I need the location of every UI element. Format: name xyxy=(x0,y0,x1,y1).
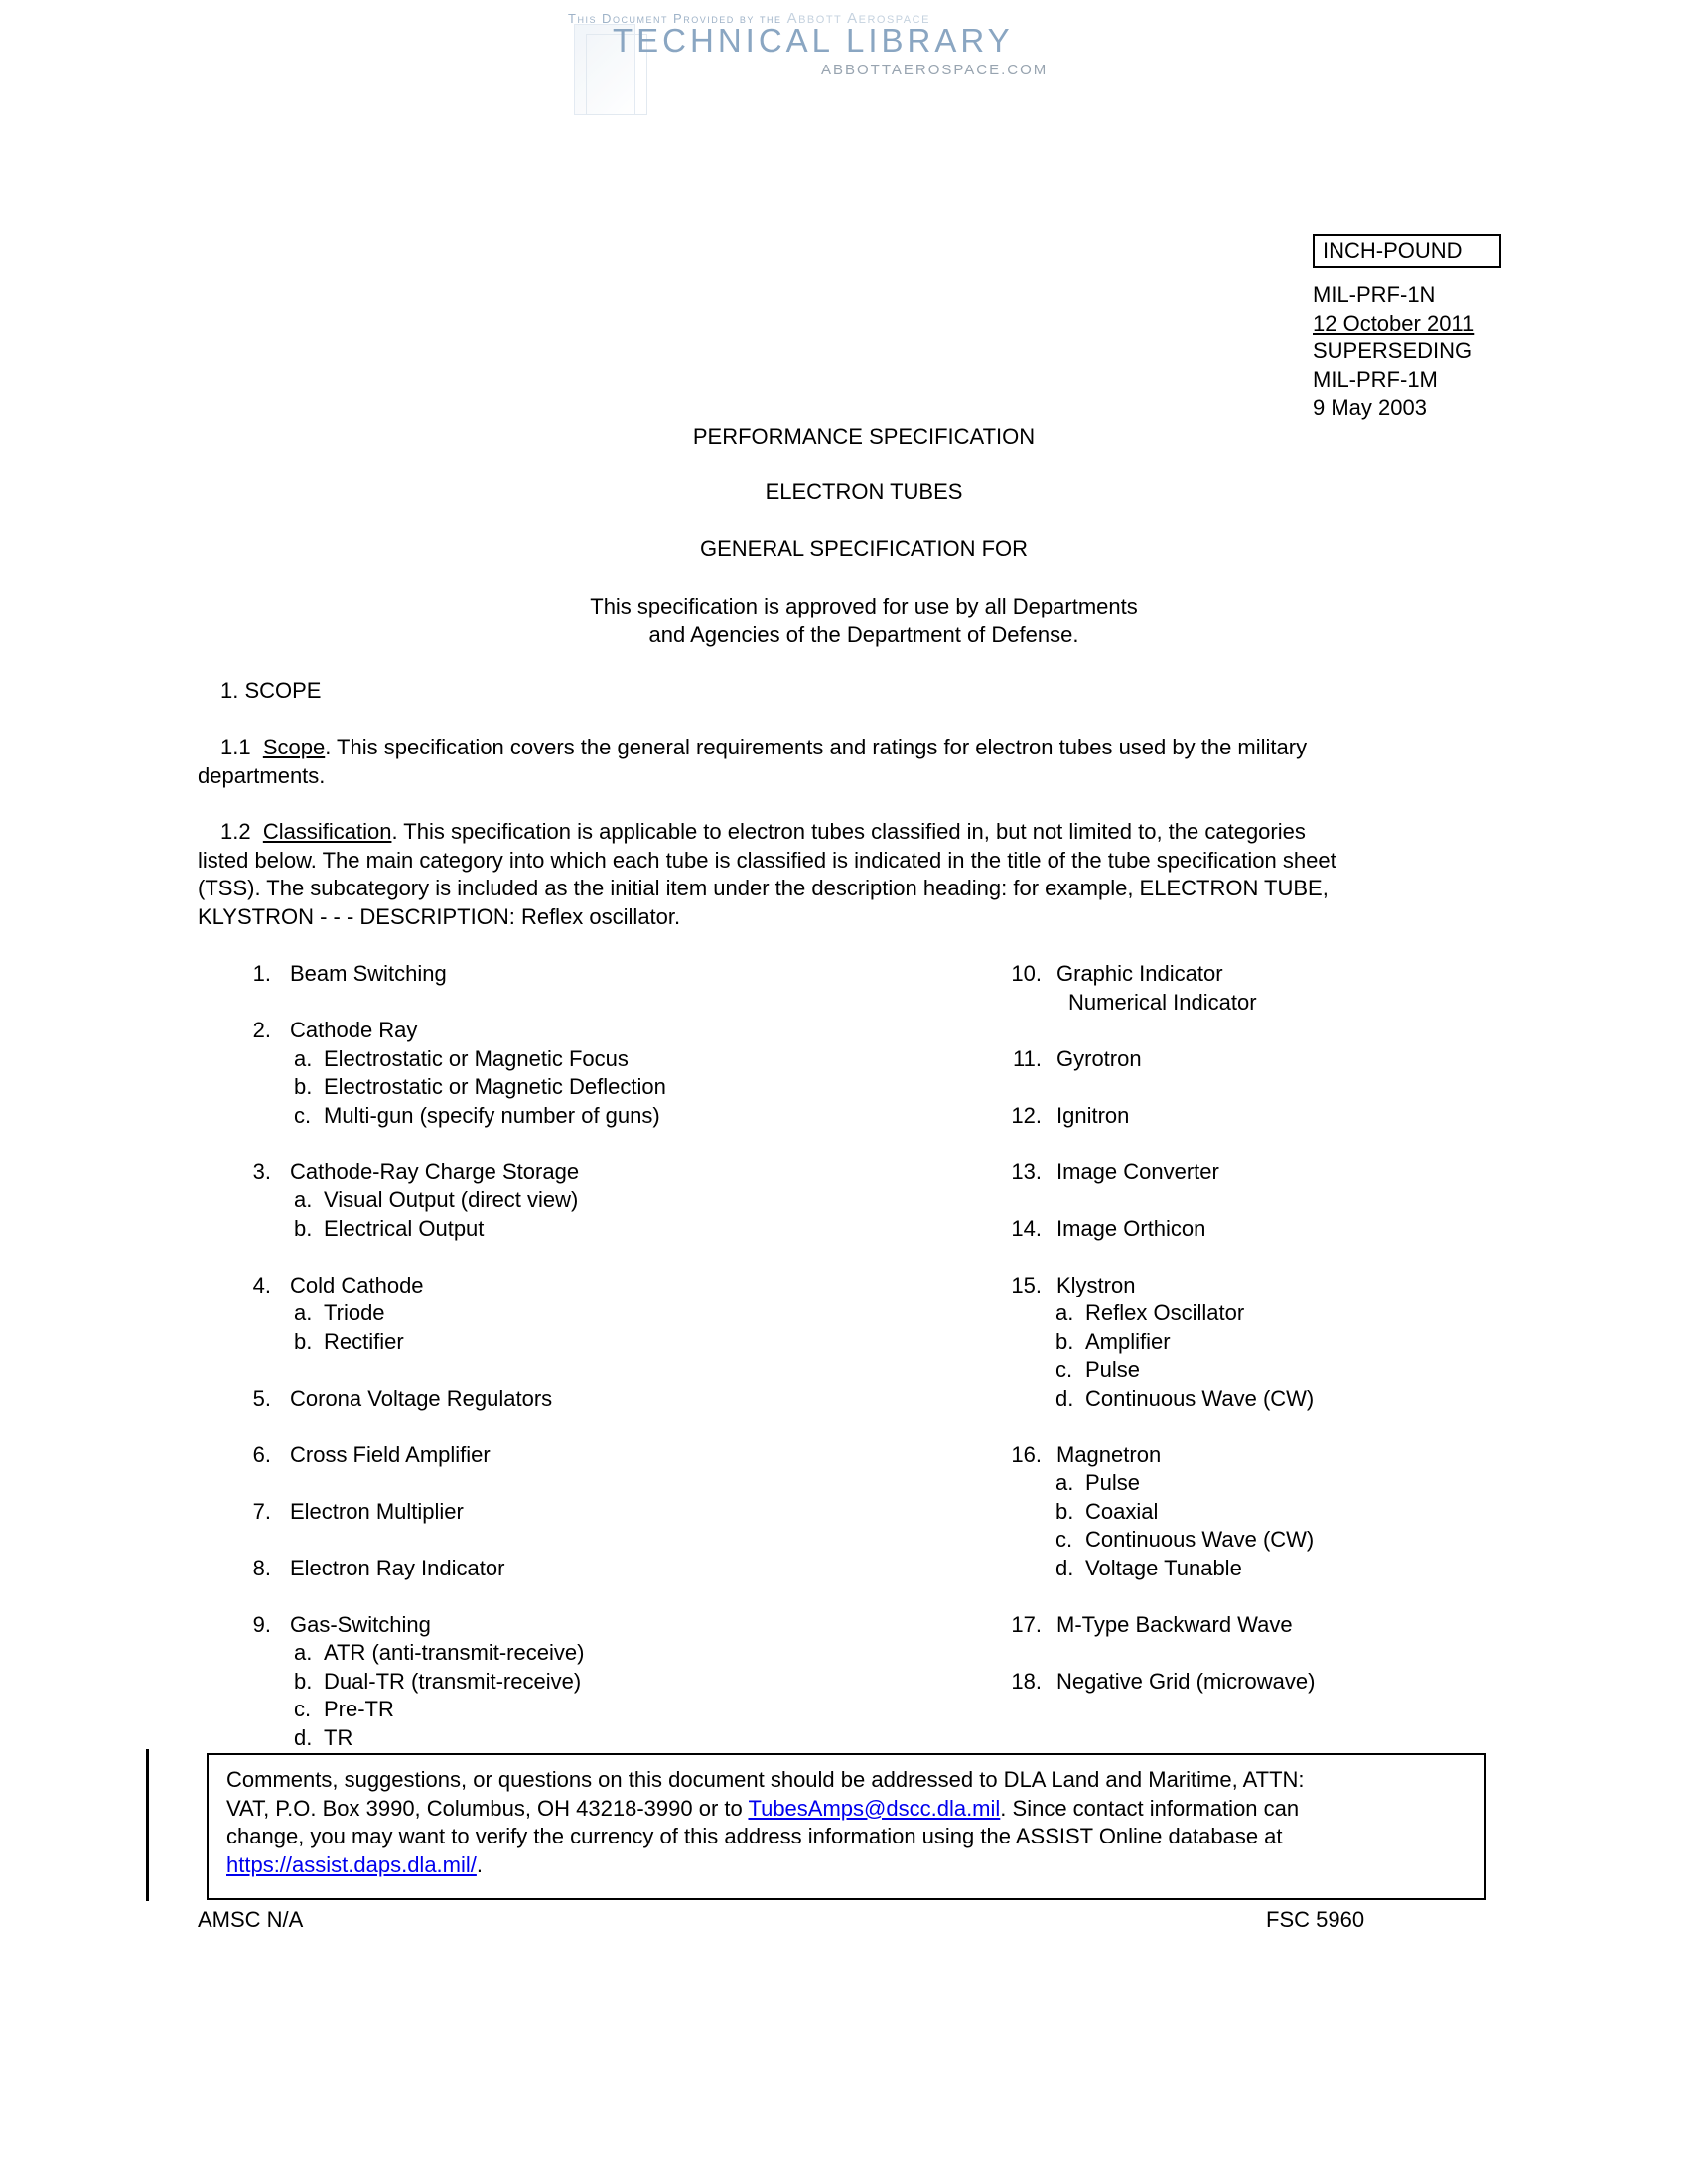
subcategory-item xyxy=(998,1555,1315,1583)
subcategory-label: Triode xyxy=(324,1300,385,1325)
category-label: Cathode-Ray Charge Storage xyxy=(290,1159,580,1184)
subcategory-item xyxy=(228,1215,666,1244)
subcategory-letter: a. xyxy=(294,1045,313,1071)
superseded-id: MIL-PRF-1M xyxy=(1313,366,1438,392)
subcategory-letter: c. xyxy=(1055,1357,1073,1382)
subcategory-label: Pulse xyxy=(1085,1470,1141,1495)
subcategory-item xyxy=(998,1498,1315,1527)
subcategory-item xyxy=(228,1299,666,1328)
category-label: Gas-Switching xyxy=(290,1611,431,1637)
subcategory-letter: d. xyxy=(294,1724,313,1750)
subcategory-label: Dual-TR (transmit-receive) xyxy=(324,1668,582,1694)
category-number: 4. xyxy=(252,1272,271,1297)
subcategory-letter: a. xyxy=(294,1187,313,1212)
subcategory-item xyxy=(228,1696,666,1724)
scope-heading: Scope xyxy=(262,735,326,759)
subcategory-label: Visual Output (direct view) xyxy=(324,1187,579,1212)
comments-box: Comments, suggestions, or questions on this document should be addressed to DLA Land and Maritime, ATTN: VAT, P.O. Box 3990, Columbus, OH 43218-3990 or to TubesAmps@dscc.dla.mil. Since contact information can change, you may want to verify the currency of this address information using the ASSIST Online database at https://assist.daps.dla.mil/. xyxy=(207,1753,1486,1900)
category-item xyxy=(998,1611,1315,1640)
subcategory-item xyxy=(998,1299,1315,1328)
subcategory-item xyxy=(228,1102,666,1131)
category-item xyxy=(228,1441,666,1470)
document-identifier-block xyxy=(1313,281,1474,423)
watermark-url: ABBOTTAEROSPACE.COM xyxy=(821,62,1049,78)
category-list-left xyxy=(228,960,666,1781)
approval-statement-line1: This specification is approved for use by all Departments xyxy=(590,594,1138,618)
email-link[interactable]: TubesAmps@dscc.dla.mil xyxy=(748,1795,1001,1821)
assist-url-link[interactable]: https://assist.daps.dla.mil/ xyxy=(226,1851,477,1877)
subcategory-item xyxy=(228,1724,666,1753)
subcategory-item xyxy=(998,1385,1315,1414)
subcategory-label: Rectifier xyxy=(324,1328,404,1354)
category-item xyxy=(228,1555,666,1583)
paragraph-1-1: 1.1 Scope. This specification covers the general requirements and ratings for electron tubes used by the military departments. xyxy=(198,735,1308,788)
subcategory-item xyxy=(998,1526,1315,1555)
subcategory-item xyxy=(998,1328,1315,1357)
subcategory-label: Electrical Output xyxy=(324,1215,485,1241)
category-number: 9. xyxy=(252,1611,271,1637)
category-item xyxy=(228,960,666,989)
category-item xyxy=(998,1159,1315,1187)
amsc-label: AMSC N/A xyxy=(198,1907,304,1932)
subcategory-item xyxy=(228,1186,666,1215)
category-label: Corona Voltage Regulators xyxy=(290,1385,553,1411)
change-bar xyxy=(146,1749,149,1901)
subcategory-label: Pulse xyxy=(1085,1357,1141,1382)
category-item xyxy=(998,960,1315,1017)
subcategory-letter: d. xyxy=(1055,1555,1074,1580)
subcategory-label: Electrostatic or Magnetic Deflection xyxy=(324,1074,666,1099)
subcategory-label: Continuous Wave (CW) xyxy=(1085,1385,1315,1411)
category-item xyxy=(998,1272,1315,1414)
category-label: Beam Switching xyxy=(290,961,447,986)
category-label: Cold Cathode xyxy=(290,1272,424,1297)
category-number: 8. xyxy=(252,1555,271,1580)
category-item xyxy=(228,1017,666,1130)
category-number: 5. xyxy=(252,1385,271,1411)
subcategory-letter: b. xyxy=(1055,1328,1074,1354)
subcategory-label: Pre-TR xyxy=(324,1697,394,1721)
subcategory-letter: b. xyxy=(294,1215,313,1241)
category-number: 11. xyxy=(1013,1045,1042,1071)
category-label: Image Converter xyxy=(1056,1159,1219,1184)
category-number: 2. xyxy=(252,1018,271,1042)
subcategory-label: Multi-gun (specify number of guns) xyxy=(324,1102,660,1128)
subcategory-letter: c. xyxy=(1055,1527,1073,1552)
fsc-label: FSC 5960 xyxy=(1266,1907,1365,1932)
title-electron-tubes: ELECTRON TUBES xyxy=(765,479,963,504)
category-item xyxy=(998,1102,1315,1131)
subcategory-letter: a. xyxy=(294,1640,313,1665)
category-label: Klystron xyxy=(1056,1272,1136,1297)
category-label: Graphic Indicator xyxy=(1056,961,1223,986)
subcategory-item xyxy=(998,1356,1315,1385)
category-label: Gyrotron xyxy=(1056,1045,1142,1071)
subcategory-letter: c. xyxy=(294,1697,312,1721)
category-label: Cathode Ray xyxy=(290,1018,418,1042)
subcategory-item xyxy=(228,1668,666,1697)
subcategory-letter: c. xyxy=(294,1102,312,1128)
subcategory-label: Coaxial xyxy=(1085,1498,1159,1524)
subcategory-label: Amplifier xyxy=(1085,1328,1171,1354)
category-number: 12. xyxy=(1011,1102,1042,1128)
subcategory-label: TR xyxy=(324,1724,353,1750)
subcategory-letter: b. xyxy=(294,1668,313,1694)
category-item xyxy=(228,1611,666,1753)
subcategory-letter: b. xyxy=(1055,1498,1074,1524)
category-number: 3. xyxy=(252,1159,271,1184)
category-item xyxy=(998,1045,1315,1074)
subcategory-label: Electrostatic or Magnetic Focus xyxy=(324,1045,629,1071)
abbott-watermark-logo xyxy=(568,4,1084,113)
subcategory-label: Continuous Wave (CW) xyxy=(1085,1527,1315,1552)
title-performance-specification: PERFORMANCE SPECIFICATION xyxy=(692,424,1036,449)
category-item xyxy=(998,1441,1315,1583)
subcategory-label: Voltage Tunable xyxy=(1085,1555,1242,1580)
subcategory-letter: b. xyxy=(294,1074,313,1099)
category-item xyxy=(998,1215,1315,1244)
category-number: 16. xyxy=(1011,1441,1042,1467)
watermark-provided-by: This Document Provided by the Abbott Aerospace xyxy=(568,10,930,27)
title-general-specification: GENERAL SPECIFICATION FOR xyxy=(699,536,1029,561)
subcategory-label: ATR (anti-transmit-receive) xyxy=(324,1640,585,1665)
category-number: 7. xyxy=(252,1498,271,1524)
subcategory-item xyxy=(228,1073,666,1102)
category-number: 10. xyxy=(1011,961,1042,986)
category-number: 17. xyxy=(1011,1611,1042,1637)
category-label: Negative Grid (microwave) xyxy=(1056,1668,1316,1694)
category-label: Electron Ray Indicator xyxy=(290,1555,505,1580)
subcategory-letter: a. xyxy=(294,1300,313,1325)
subcategory-letter: b. xyxy=(294,1328,313,1354)
doc-id: MIL-PRF-1N xyxy=(1313,282,1436,307)
category-item xyxy=(228,1159,666,1244)
subcategory-item xyxy=(228,1045,666,1074)
category-label: Image Orthicon xyxy=(1056,1215,1206,1241)
subcategory-item xyxy=(998,1469,1315,1498)
subcategory-letter: a. xyxy=(1055,1300,1074,1325)
paragraph-1-2: 1.2 Classification. This specification is applicable to electron tubes classified in, but not limited to, the categories listed below. The main category into which each tube is classified is indicated in the title of the tube specification sheet (TSS). The subcategory is included as the initial item under the description heading: for example, ELECTRON TUBE, KLYSTRON - - - DESCRIPTION: Reflex oscillator. xyxy=(198,819,1336,929)
category-label: Magnetron xyxy=(1056,1441,1162,1467)
category-label: M-Type Backward Wave xyxy=(1056,1611,1293,1637)
section-scope-heading: 1. SCOPE xyxy=(220,678,322,703)
superseded-date: 9 May 2003 xyxy=(1313,395,1427,420)
watermark-title: TECHNICAL LIBRARY xyxy=(613,22,1014,59)
category-item xyxy=(998,1668,1315,1697)
approval-statement-line2: and Agencies of the Department of Defense. xyxy=(648,622,1079,647)
category-label: Cross Field Amplifier xyxy=(290,1441,491,1467)
superseding-label: SUPERSEDING xyxy=(1313,339,1473,363)
inch-pound-box: INCH-POUND xyxy=(1313,234,1501,268)
category-item xyxy=(228,1385,666,1414)
category-number: 6. xyxy=(252,1441,271,1467)
category-label: Ignitron xyxy=(1056,1102,1130,1128)
category-item xyxy=(228,1272,666,1357)
category-number: 14. xyxy=(1011,1215,1042,1241)
doc-date: 12 October 2011 xyxy=(1313,310,1475,336)
category-item xyxy=(228,1498,666,1527)
classification-heading: Classification xyxy=(262,819,392,844)
subcategory-item xyxy=(228,1328,666,1357)
category-label: Electron Multiplier xyxy=(290,1498,464,1524)
category-number: 18. xyxy=(1011,1668,1042,1694)
subcategory-letter: d. xyxy=(1055,1385,1074,1411)
subcategory-item xyxy=(228,1639,666,1668)
category-number: 13. xyxy=(1011,1159,1042,1184)
category-label-continued: Numerical Indicator xyxy=(1068,989,1257,1015)
subcategory-letter: a. xyxy=(1055,1470,1074,1495)
category-list-right xyxy=(998,960,1315,1724)
subcategory-label: Reflex Oscillator xyxy=(1085,1300,1245,1325)
category-number: 1. xyxy=(252,961,271,986)
category-number: 15. xyxy=(1011,1272,1042,1297)
